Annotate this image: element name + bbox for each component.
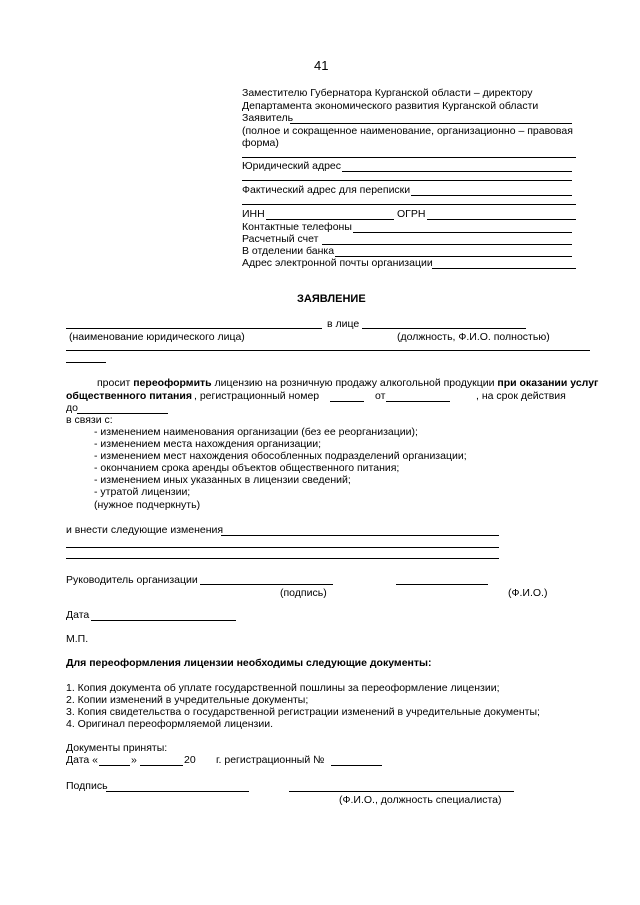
accepted-label: Документы приняты: — [66, 742, 168, 754]
person-extra-line[interactable] — [66, 350, 590, 351]
person-extra-line-short[interactable] — [66, 362, 106, 363]
document-title: ЗАЯВЛЕНИЕ — [297, 293, 366, 305]
applicant-field[interactable] — [290, 123, 572, 124]
position-caption: (должность, Ф.И.О. полностью) — [397, 331, 550, 343]
inn-label: ИНН — [242, 208, 265, 220]
addressee-line2: Департамента экономического развития Курганской области — [242, 100, 539, 112]
acceptance-month-field[interactable] — [140, 765, 183, 766]
applicant-note: (полное и сокращенное наименование, организационно – правовая — [242, 125, 573, 137]
request-from-label: от — [375, 390, 386, 402]
phones-field[interactable] — [353, 232, 572, 233]
changes-line[interactable] — [66, 558, 499, 559]
ogrn-label: ОГРН — [397, 208, 426, 220]
reg-number-field[interactable] — [330, 401, 364, 402]
reason-item[interactable]: - окончанием срока аренды объектов общественного питания; — [94, 462, 400, 474]
legal-address-field[interactable] — [342, 171, 572, 172]
request-until-label: до — [66, 402, 78, 414]
name-caption: (Ф.И.О.) — [508, 587, 548, 599]
documents-heading: Для переоформления лицензии необходимы следующие документы: — [66, 657, 432, 669]
changes-label: и внести следующие изменения — [66, 524, 224, 536]
email-field[interactable] — [432, 268, 576, 269]
head-signature-field[interactable] — [200, 584, 333, 585]
specialist-caption: (Ф.И.О., должность специалиста) — [339, 794, 502, 806]
request-public-catering: общественного питания — [66, 390, 192, 402]
reason-item[interactable]: - изменением места нахождения организации; — [94, 438, 322, 450]
acceptance-reg-label: г. регистрационный № — [216, 754, 325, 766]
acceptance-reg-field[interactable] — [331, 765, 382, 766]
applicant-note-2: форма) — [242, 137, 279, 149]
head-name-field[interactable] — [396, 584, 488, 585]
phones-label: Контактные телефоны — [242, 221, 352, 233]
email-label: Адрес электронной почты организации — [242, 257, 433, 269]
acceptance-date-mid: » — [131, 754, 137, 766]
document-item: 4. Оригинал переоформляемой лицензии. — [66, 718, 273, 730]
reason-item[interactable]: - изменением иных указанных в лицензии сведений; — [94, 474, 351, 486]
specialist-field[interactable] — [289, 791, 514, 792]
acceptance-date-label: Дата « — [66, 754, 99, 766]
request-term-label: , на срок действия — [476, 390, 566, 402]
legal-address-extra-line[interactable] — [242, 180, 572, 181]
underline-instruction: (нужное подчеркнуть) — [94, 499, 201, 511]
account-field[interactable] — [322, 244, 572, 245]
ogrn-field[interactable] — [427, 219, 576, 220]
applicant-label: Заявитель — [242, 112, 294, 124]
account-label: Расчетный счет — [242, 233, 319, 245]
request-reg-number-label: , регистрационный номер — [194, 390, 320, 402]
changes-line[interactable] — [66, 547, 499, 548]
document-item: 1. Копия документа об уплате государственной пошлины за переоформление лицензии; — [66, 682, 500, 694]
page-number: 41 — [314, 58, 329, 73]
date-label: Дата — [66, 609, 90, 621]
date-field[interactable] — [91, 620, 236, 621]
legal-address-label: Юридический адрес — [242, 160, 342, 172]
stamp-label: М.П. — [66, 633, 89, 645]
request-line1: просит переоформить лицензию на розничную продажу алкогольной продукции при оказании услуг — [97, 377, 599, 389]
entity-caption: (наименование юридического лица) — [69, 331, 245, 343]
bank-label: В отделении банка — [242, 245, 335, 257]
acceptance-day-field[interactable] — [99, 765, 130, 766]
acceptance-sign-field[interactable] — [106, 791, 249, 792]
addressee-line1: Заместителю Губернатора Курганской области – директору — [242, 87, 533, 99]
person-name-field[interactable] — [362, 328, 526, 329]
postal-address-extra-line[interactable] — [242, 204, 576, 205]
document-item: 3. Копия свидетельства о государственной регистрации изменений в учредительные документы; — [66, 706, 540, 718]
postal-address-field[interactable] — [411, 195, 572, 196]
due-to-label: в связи с: — [66, 414, 113, 426]
acceptance-sign-label: Подпись — [66, 780, 108, 792]
inn-field[interactable] — [266, 219, 394, 220]
postal-address-label: Фактический адрес для переписки — [242, 184, 411, 196]
changes-field[interactable] — [221, 535, 499, 536]
reason-item[interactable]: - изменением мест нахождения обособленных подразделений организации; — [94, 450, 467, 462]
applicant-extra-line[interactable] — [242, 157, 576, 158]
reason-item[interactable]: - утратой лицензии; — [94, 486, 191, 498]
reg-date-field[interactable] — [386, 401, 450, 402]
in-person-label: в лице — [327, 318, 360, 330]
head-label: Руководитель организации — [66, 574, 198, 586]
entity-name-field[interactable] — [66, 328, 322, 329]
reason-item[interactable]: - изменением наименования организации (без ее реорганизации); — [94, 426, 418, 438]
document-item: 2. Копии изменений в учредительные документы; — [66, 694, 309, 706]
acceptance-year-prefix: 20 — [184, 754, 196, 766]
signature-caption: (подпись) — [280, 587, 327, 599]
